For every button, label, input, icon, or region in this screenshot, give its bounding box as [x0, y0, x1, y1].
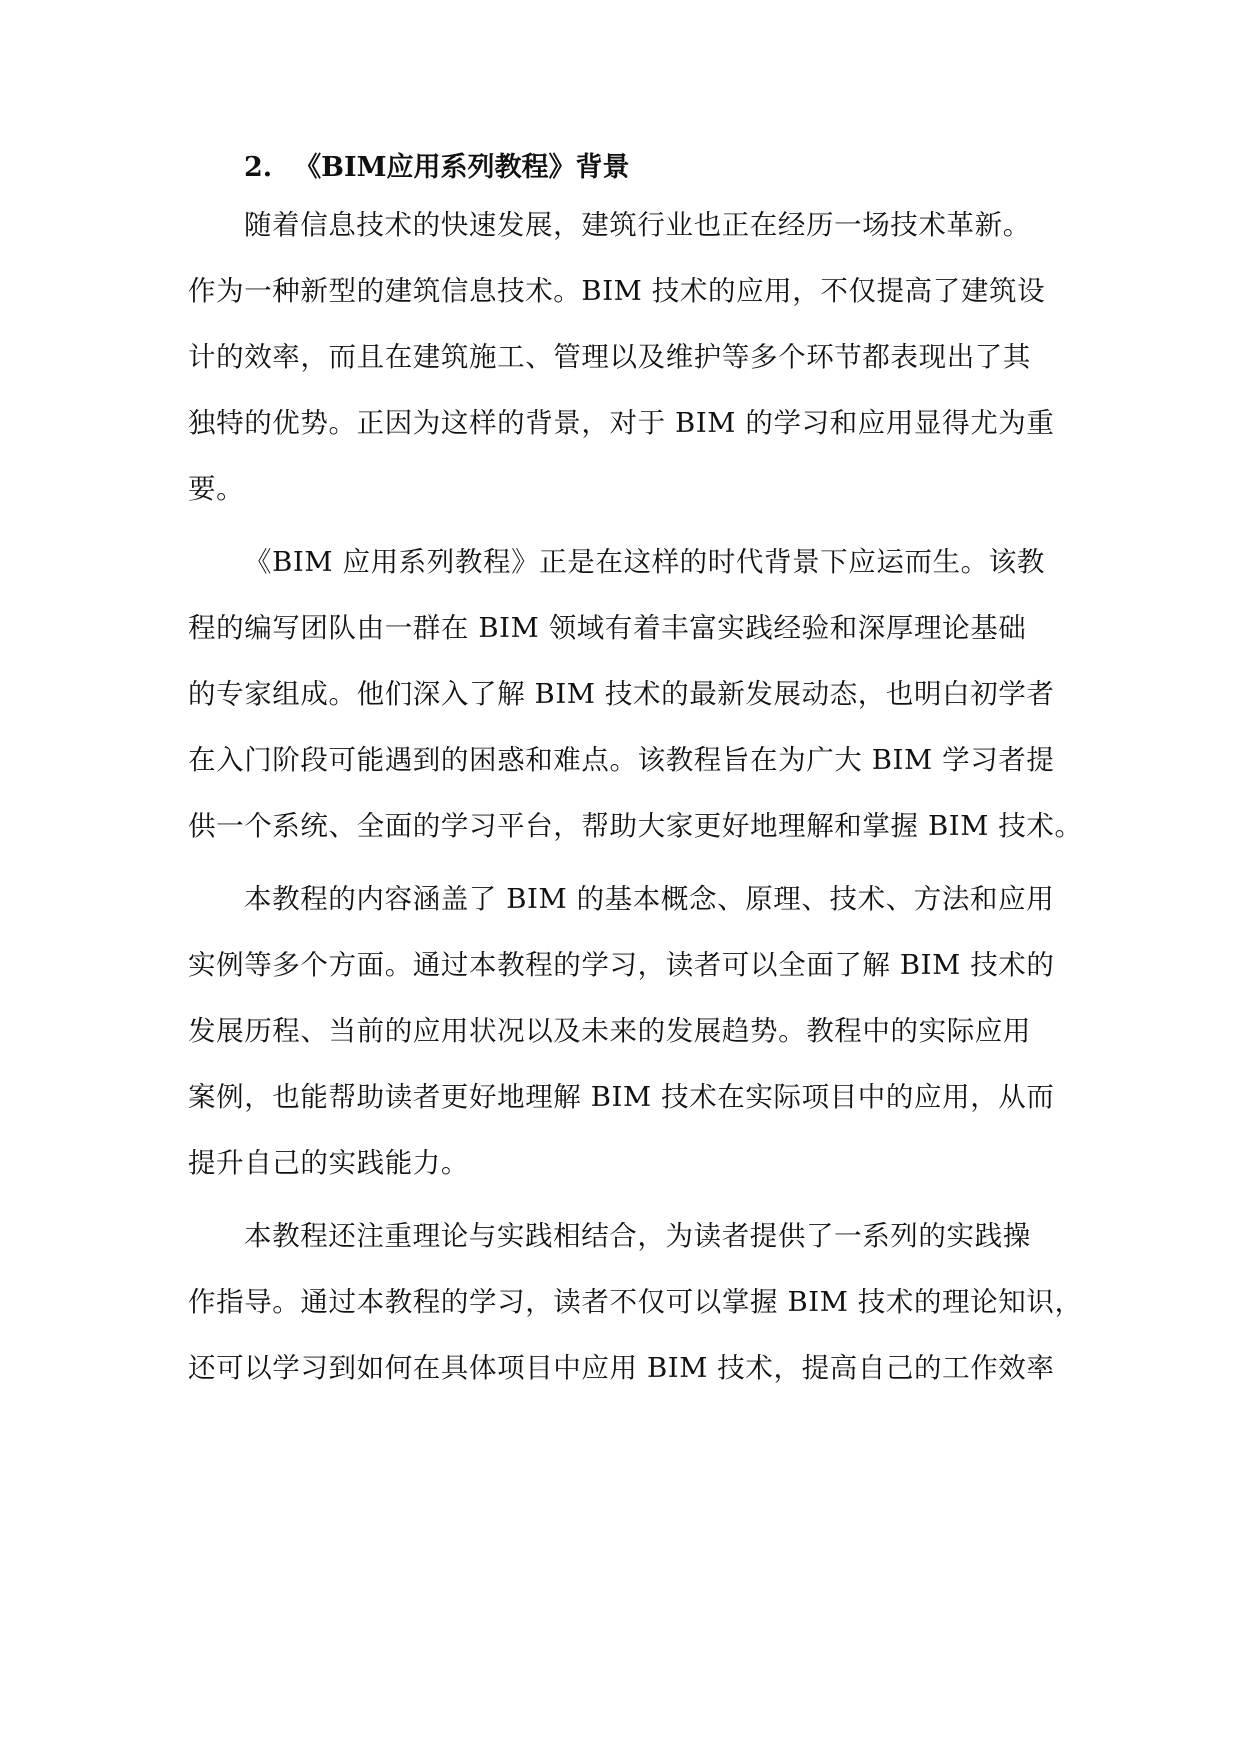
text-line: 随着信息技术的快速发展，建筑行业也正在经历一场技术革新。 — [244, 209, 1031, 241]
text-line: 案例，也能帮助读者更好地理解 BIM 技术在实际项目中的应用，从而 — [188, 1081, 1055, 1113]
section-number: 2. — [244, 152, 273, 183]
text-line: 作为一种新型的建筑信息技术。BIM 技术的应用，不仅提高了建筑设 — [188, 275, 1046, 307]
text-line: 提升自己的实践能力。 — [188, 1147, 469, 1179]
text-line: 在入门阶段可能遇到的困惑和难点。该教程旨在为广大 BIM 学习者提 — [188, 744, 1055, 776]
text-line: 独特的优势。正因为这样的背景，对于 BIM 的学习和应用显得尤为重 — [188, 407, 1055, 439]
text-line: 《BIM 应用系列教程》正是在这样的时代背景下应运而生。该教 — [244, 546, 1045, 578]
text-line: 本教程的内容涵盖了 BIM 的基本概念、原理、技术、方法和应用 — [244, 883, 1055, 915]
text-line: 的专家组成。他们深入了解 BIM 技术的最新发展动态，也明白初学者 — [188, 678, 1055, 710]
text-line: 还可以学习到如何在具体项目中应用 BIM 技术，提高自己的工作效率 — [188, 1352, 1055, 1384]
section-title: 《BIM应用系列教程》背景 — [294, 152, 630, 183]
section-heading — [244, 148, 630, 188]
text-line: 本教程还注重理论与实践相结合，为读者提供了一系列的实践操 — [244, 1220, 1031, 1252]
text-line: 程的编写团队由一群在 BIM 领域有着丰富实践经验和深厚理论基础 — [188, 612, 1027, 644]
text-line: 发展历程、当前的应用状况以及未来的发展趋势。教程中的实际应用 — [188, 1015, 1031, 1047]
text-line: 要。 — [188, 473, 245, 505]
text-line: 计的效率，而且在建筑施工、管理以及维护等多个环节都表现出了其 — [188, 341, 1031, 373]
text-line: 供一个系统、全面的学习平台，帮助大家更好地理解和掌握 BIM 技术。 — [188, 810, 1083, 842]
text-line: 作指导。通过本教程的学习，读者不仅可以掌握 BIM 技术的理论知识， — [188, 1286, 1083, 1318]
text-line: 实例等多个方面。通过本教程的学习，读者可以全面了解 BIM 技术的 — [188, 949, 1055, 981]
